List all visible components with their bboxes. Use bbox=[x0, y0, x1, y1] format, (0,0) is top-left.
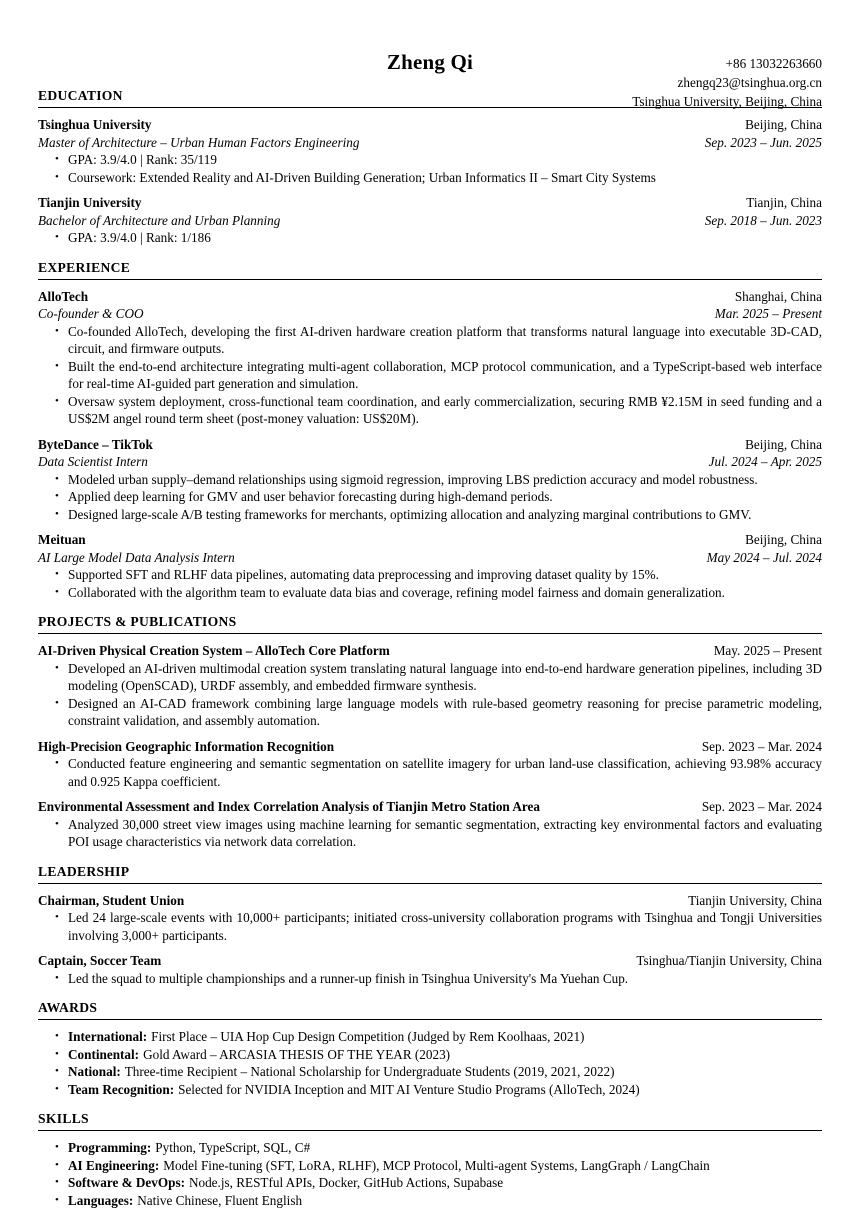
bullet-body: Selected for NVIDIA Inception and MIT AI Venture Studio Programs (AlloTech, 2024) bbox=[178, 1081, 640, 1097]
bullet-item bbox=[38, 660, 822, 695]
section bbox=[38, 1111, 822, 1209]
bullet-marker-icon: • bbox=[55, 757, 59, 769]
bullet-item bbox=[38, 695, 822, 730]
entry bbox=[38, 798, 822, 851]
entry-dates: Sep. 2023 – Mar. 2024 bbox=[701, 799, 822, 814]
bullet-text: Led 24 large-scale events with 10,000+ participants; initiated cross-university collaboration programs with Tsinghua and Tongji Universities involving 3,000+ participants. bbox=[68, 910, 822, 943]
entry-header-row bbox=[38, 738, 822, 756]
bullet-text bbox=[68, 1174, 822, 1192]
section bbox=[38, 260, 822, 602]
bullet-item bbox=[38, 566, 822, 584]
entry-header-row bbox=[38, 288, 822, 306]
bullet-text bbox=[68, 1192, 822, 1210]
entry-header-row bbox=[38, 531, 822, 549]
bullet-marker-icon: • bbox=[55, 394, 59, 407]
section-title: EDUCATION bbox=[38, 88, 822, 108]
entry-subheader-row bbox=[38, 305, 822, 323]
section-title: EXPERIENCE bbox=[38, 260, 822, 280]
bullet-item bbox=[38, 1192, 822, 1210]
bullet-label: International: bbox=[68, 1029, 148, 1044]
bullet-body: Three-time Recipient – National Scholarship for Undergraduate Students (2019, 2021, 2022) bbox=[124, 1064, 615, 1079]
bullet-item bbox=[38, 816, 822, 851]
bullet-label: Software & DevOps: bbox=[68, 1175, 185, 1190]
bullet-text: Led the squad to multiple championships and a runner-up finish in Tsinghua University's Ma Yuehan Cup. bbox=[68, 970, 629, 986]
section bbox=[38, 1000, 822, 1098]
entry bbox=[38, 116, 822, 186]
entry-dates: May 2024 – Jul. 2024 bbox=[706, 549, 822, 565]
bullet-marker-icon: • bbox=[55, 170, 59, 183]
entry-header-row bbox=[38, 642, 822, 660]
entry-location: Tsinghua/Tianjin University, China bbox=[636, 953, 822, 968]
bullet-text: Oversaw system deployment, cross-functional team coordination, and early commercialization, securing RMB ¥2.15M in seed funding and a US$2M angel round term sheet (post-money valuation: US$20M). bbox=[68, 393, 822, 426]
bullet-text: Modeled urban supply–demand relationships using sigmoid regression, improving LBS prediction accuracy and model robustness. bbox=[68, 471, 758, 487]
entry-role: Co-founder & COO bbox=[38, 306, 144, 321]
bullet-item bbox=[38, 358, 822, 393]
entry-title: AI-Driven Physical Creation System – AlloTech Core Platform bbox=[38, 643, 390, 658]
bullet-item bbox=[38, 1081, 822, 1099]
entry-title: Chairman, Student Union bbox=[38, 892, 185, 908]
bullet-marker-icon: • bbox=[55, 1047, 59, 1060]
bullet-text bbox=[68, 1028, 822, 1046]
bullet-item bbox=[38, 970, 822, 988]
bullet-item bbox=[38, 488, 822, 506]
entry-dates: Mar. 2025 – Present bbox=[714, 306, 822, 321]
bullet-marker-icon: • bbox=[55, 507, 59, 520]
bullet-marker-icon: • bbox=[55, 490, 59, 502]
bullet-marker-icon: • bbox=[55, 585, 59, 598]
section bbox=[38, 864, 822, 988]
bullet-body: Gold Award – ARCASIA THESIS OF THE YEAR (2023) bbox=[143, 1046, 451, 1062]
bullet-item bbox=[38, 1063, 822, 1081]
bullet-text: Collaborated with the algorithm team to evaluate data bias and coverage, refining model fairness and domain generalization. bbox=[68, 584, 725, 600]
bullet-text: Conducted feature engineering and semantic segmentation on satellite imagery for urban land-use classification, achieving 93.98% accuracy and 0.925 Kappa coefficient. bbox=[68, 756, 822, 789]
bullet-item bbox=[38, 1174, 822, 1192]
entry-header-row bbox=[38, 116, 822, 134]
bullet-marker-icon: • bbox=[55, 1176, 59, 1188]
bullet-text: Analyzed 30,000 street view images using machine learning for semantic segmentation, extracting key environmental factors and evaluating POI usage characteristics via network data correlation. bbox=[68, 816, 822, 849]
contact-location: Tsinghua University, Beijing, China bbox=[632, 94, 822, 109]
entry bbox=[38, 194, 822, 247]
entry-title: Meituan bbox=[38, 532, 86, 547]
entry bbox=[38, 892, 822, 945]
bullet-item bbox=[38, 323, 822, 358]
entry-role: Master of Architecture – Urban Human Factors Engineering bbox=[38, 134, 360, 150]
entry bbox=[38, 531, 822, 601]
section-title: PROJECTS & PUBLICATIONS bbox=[38, 614, 822, 634]
entry-subheader-row bbox=[38, 453, 822, 471]
entry-location: Tianjin University, China bbox=[688, 892, 822, 908]
entry-dates: Jul. 2024 – Apr. 2025 bbox=[708, 454, 822, 469]
entry-title: Tianjin University bbox=[38, 195, 142, 210]
entry-subheader-row bbox=[38, 212, 822, 230]
bullet-item bbox=[38, 229, 822, 247]
entry-role: Data Scientist Intern bbox=[38, 454, 148, 469]
bullet-text: Built the end-to-end architecture integrating multi-agent collaboration, MCP protocol communication, and a TypeScript-based web interface for real-time AI-guided part generation and simulation. bbox=[68, 358, 822, 391]
section-title: AWARDS bbox=[38, 1000, 822, 1020]
bullet-text bbox=[68, 1046, 822, 1064]
bullet-label: Continental: bbox=[68, 1046, 140, 1062]
entry bbox=[38, 288, 822, 428]
bullet-marker-icon: • bbox=[55, 1082, 59, 1095]
bullet-item bbox=[38, 584, 822, 602]
bullet-marker-icon: • bbox=[55, 696, 59, 709]
bullet-item bbox=[38, 169, 822, 187]
contact-email: zhengq23@tsinghua.org.cn bbox=[677, 75, 822, 90]
person-name: Zheng Qi bbox=[386, 50, 474, 74]
bullet-item bbox=[38, 393, 822, 428]
bullet-marker-icon: • bbox=[55, 1030, 59, 1042]
bullet-body: First Place – UIA Hop Cup Design Competition (Judged by Rem Koolhaas, 2021) bbox=[151, 1029, 585, 1044]
bullet-marker-icon: • bbox=[55, 472, 59, 485]
entry-role: AI Large Model Data Analysis Intern bbox=[38, 549, 235, 565]
entry-header-row bbox=[38, 194, 822, 212]
entry-title: Environmental Assessment and Index Correlation Analysis of Tianjin Metro Station Area bbox=[38, 799, 540, 814]
bullet-marker-icon: • bbox=[55, 817, 59, 830]
bullet-marker-icon: • bbox=[55, 1065, 59, 1077]
bullet-marker-icon: • bbox=[55, 661, 59, 674]
bullet-text: Developed an AI-driven multimodal creation system translating natural language into end-to-end hardware generation pipelines, including 3D modeling (OpenSCAD), URDF assembly, and embedded firmware synthesis. bbox=[68, 660, 822, 693]
bullet-text: GPA: 3.9/4.0 | Rank: 1/186 bbox=[68, 230, 211, 245]
bullet-text: Supported SFT and RLHF data pipelines, automating data preprocessing and improving dataset quality by 15%. bbox=[68, 567, 659, 582]
entry-title: AlloTech bbox=[38, 288, 89, 304]
bullet-text: GPA: 3.9/4.0 | Rank: 35/119 bbox=[68, 152, 217, 167]
entry-dates: Sep. 2023 – Mar. 2024 bbox=[701, 738, 822, 754]
bullet-text: Designed large-scale A/B testing frameworks for merchants, optimizing allocation and analyzing marginal contributions to GMV. bbox=[68, 506, 752, 522]
entry-header-row bbox=[38, 952, 822, 970]
bullet-marker-icon: • bbox=[55, 324, 59, 337]
bullet-marker-icon: • bbox=[55, 971, 59, 984]
bullet-item bbox=[38, 755, 822, 790]
bullet-label: Languages: bbox=[68, 1192, 134, 1208]
entry-location: Tianjin, China bbox=[746, 195, 822, 210]
contact-phone: +86 13032263660 bbox=[725, 56, 822, 71]
bullet-item bbox=[38, 1046, 822, 1064]
entry-location: Shanghai, China bbox=[734, 288, 822, 304]
entry bbox=[38, 952, 822, 987]
bullet-marker-icon: • bbox=[55, 231, 59, 243]
bullet-marker-icon: • bbox=[55, 1193, 59, 1206]
entry bbox=[38, 436, 822, 524]
bullet-label: AI Engineering: bbox=[68, 1157, 160, 1173]
bullet-body: Python, TypeScript, SQL, C# bbox=[155, 1140, 311, 1155]
bullet-body: Native Chinese, Fluent English bbox=[137, 1192, 303, 1208]
entry bbox=[38, 642, 822, 730]
bullet-text: Applied deep learning for GMV and user behavior forecasting during high-demand periods. bbox=[68, 489, 553, 504]
entry-title: ByteDance – TikTok bbox=[38, 436, 153, 452]
section-title: SKILLS bbox=[38, 1111, 822, 1131]
bullet-marker-icon: • bbox=[55, 911, 59, 923]
contact-block bbox=[632, 54, 822, 111]
bullet-text bbox=[68, 1139, 822, 1157]
resume-body bbox=[38, 88, 822, 1209]
bullet-item bbox=[38, 151, 822, 169]
entry-location: Beijing, China bbox=[745, 436, 822, 452]
bullet-marker-icon: • bbox=[55, 359, 59, 372]
entry-dates: Sep. 2018 – Jun. 2023 bbox=[704, 212, 822, 228]
entry bbox=[38, 1139, 822, 1209]
bullet-item bbox=[38, 1139, 822, 1157]
bullet-marker-icon: • bbox=[55, 568, 59, 580]
bullet-body: Node.js, RESTful APIs, Docker, GitHub Actions, Supabase bbox=[188, 1175, 504, 1190]
bullet-marker-icon: • bbox=[55, 1141, 59, 1153]
entry-header-row bbox=[38, 798, 822, 816]
bullet-marker-icon: • bbox=[55, 1158, 59, 1171]
entry-location: Beijing, China bbox=[745, 532, 822, 547]
entry-dates: May. 2025 – Present bbox=[713, 643, 822, 658]
entry-role: Bachelor of Architecture and Urban Planning bbox=[38, 212, 281, 228]
entry bbox=[38, 1028, 822, 1098]
bullet-text: Co-founded AlloTech, developing the first AI-driven hardware creation platform that transforms natural language into executable 3D-CAD, circuit, and firmware outputs. bbox=[68, 323, 822, 356]
section bbox=[38, 88, 822, 247]
entry-dates: Sep. 2023 – Jun. 2025 bbox=[704, 134, 822, 150]
bullet-item bbox=[38, 1157, 822, 1175]
bullet-body: Model Fine-tuning (SFT, LoRA, RLHF), MCP Protocol, Multi-agent Systems, LangGraph / LangChain bbox=[163, 1157, 710, 1173]
bullet-label: Team Recognition: bbox=[68, 1081, 175, 1097]
bullet-item bbox=[38, 506, 822, 524]
bullet-text bbox=[68, 1063, 822, 1081]
bullet-item bbox=[38, 909, 822, 944]
bullet-label: National: bbox=[68, 1064, 121, 1079]
bullet-label: Programming: bbox=[68, 1140, 152, 1155]
entry-header-row bbox=[38, 436, 822, 454]
entry-title: Tsinghua University bbox=[38, 117, 152, 132]
entry-title: Captain, Soccer Team bbox=[38, 953, 162, 968]
bullet-text: Designed an AI-CAD framework combining large language models with rule-based geometry reasoning for precise parametric modeling, constraint validation, and assembly automation. bbox=[68, 695, 822, 728]
entry-subheader-row bbox=[38, 549, 822, 567]
entry-subheader-row bbox=[38, 134, 822, 152]
bullet-item bbox=[38, 1028, 822, 1046]
bullet-marker-icon: • bbox=[55, 153, 59, 165]
bullet-item bbox=[38, 471, 822, 489]
bullet-text: Coursework: Extended Reality and AI-Driven Building Generation; Urban Informatics II – Smart City Systems bbox=[68, 169, 656, 185]
bullet-text bbox=[68, 1081, 822, 1099]
entry-title: High-Precision Geographic Information Recognition bbox=[38, 738, 335, 754]
section bbox=[38, 614, 822, 851]
section-title: LEADERSHIP bbox=[38, 864, 822, 884]
entry-header-row bbox=[38, 892, 822, 910]
entry-location: Beijing, China bbox=[745, 117, 822, 132]
entry bbox=[38, 738, 822, 791]
bullet-text bbox=[68, 1157, 822, 1175]
